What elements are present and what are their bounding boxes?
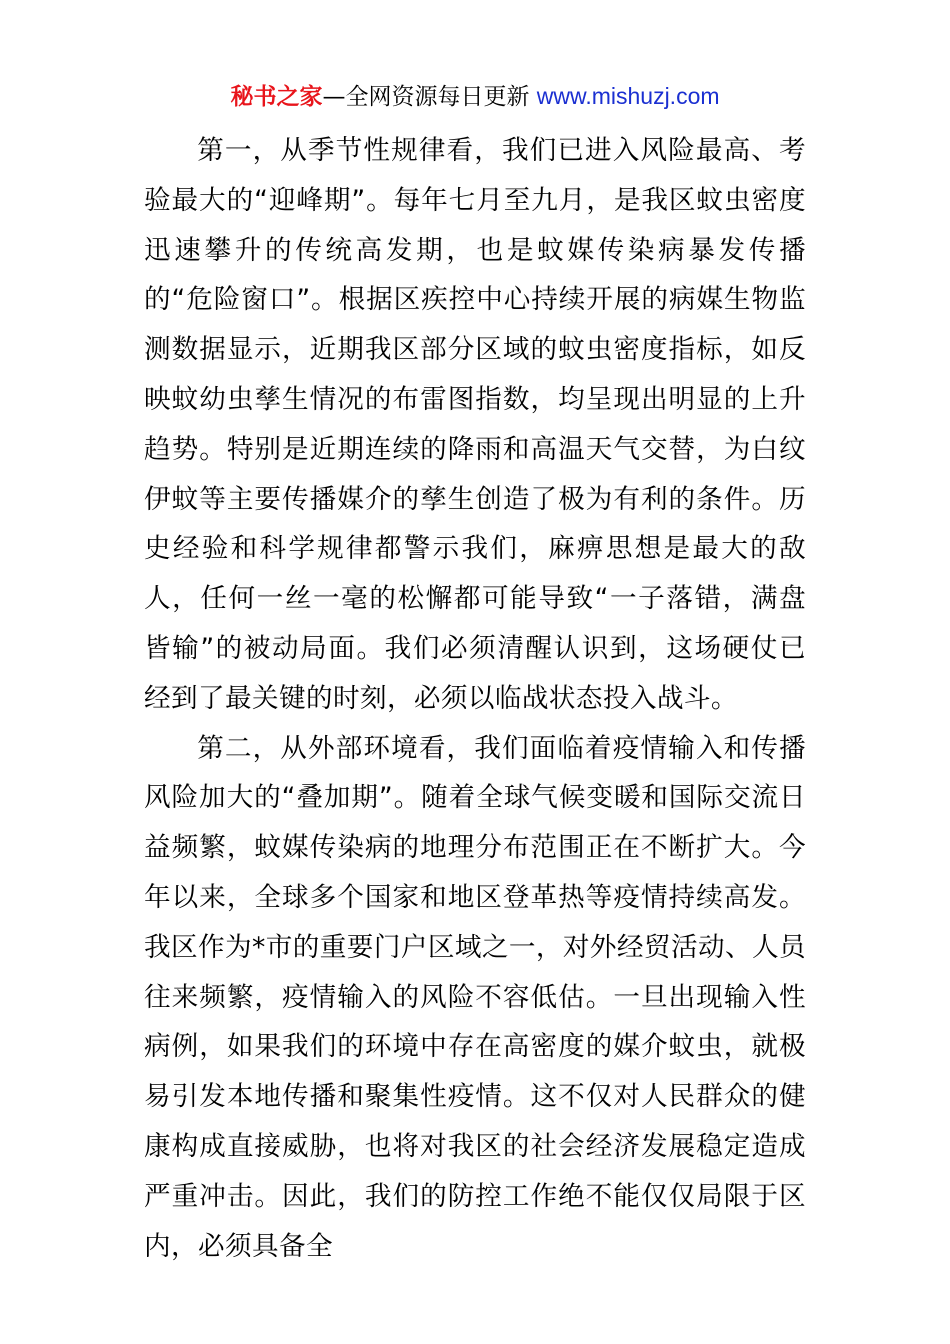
site-header [0,80,950,113]
paragraph-external-environment: 第二，从外部环境看，我们面临着疫情输入和传播风险加大的“叠加期”。随着全球气候变暖和国际交流日益频繁，蚊媒传染病的地理分布范围正在不断扩大。今年以来，全球多个国家和地区登革热等疫情持续高发。我区作为*市的重要门户区域之一，对外经贸活动、人员往来频繁，疫情输入的风险不容低估。一旦出现输入性病例，如果我们的环境中存在高密度的媒介蚊虫，就极易引发本地传播和聚集性疫情。这不仅对人民群众的健康构成直接威胁，也将对我区的社会经济发展稳定造成严重冲击。因此，我们的防控工作绝不能仅仅局限于区内，必须具备全 [144,732,806,1262]
paragraph-seasonal-pattern: 第一，从季节性规律看，我们已进入风险最高、考验最大的“迎峰期”。每年七月至九月，是我区蚊虫密度迅速攀升的传统高发期，也是蚊媒传染病暴发传播的“危险窗口”。根据区疾控中心持续开展的病媒生物监测数据显示，近期我区部分区域的蚊虫密度指标，如反映蚊幼虫孳生情况的布雷图指数，均呈现出明显的上升趋势。特别是近期连续的降雨和高温天气交替，为白纹伊蚊等主要传播媒介的孳生创造了极为有利的条件。历史经验和科学规律都警示我们，麻痹思想是最大的敌人，任何一丝一毫的松懈都可能导致“一子落错，满盘皆输”的被动局面。我们必须清醒认识到，这场硬仗已经到了最关键的时刻，必须以临战状态投入战斗。 [144,135,806,714]
site-url-link[interactable]: www.mishuzj.com [536,83,720,109]
document-body [144,126,806,1271]
header-tagline: —全网资源每日更新 [322,84,537,110]
brand-name: 秘书之家 [230,84,323,110]
